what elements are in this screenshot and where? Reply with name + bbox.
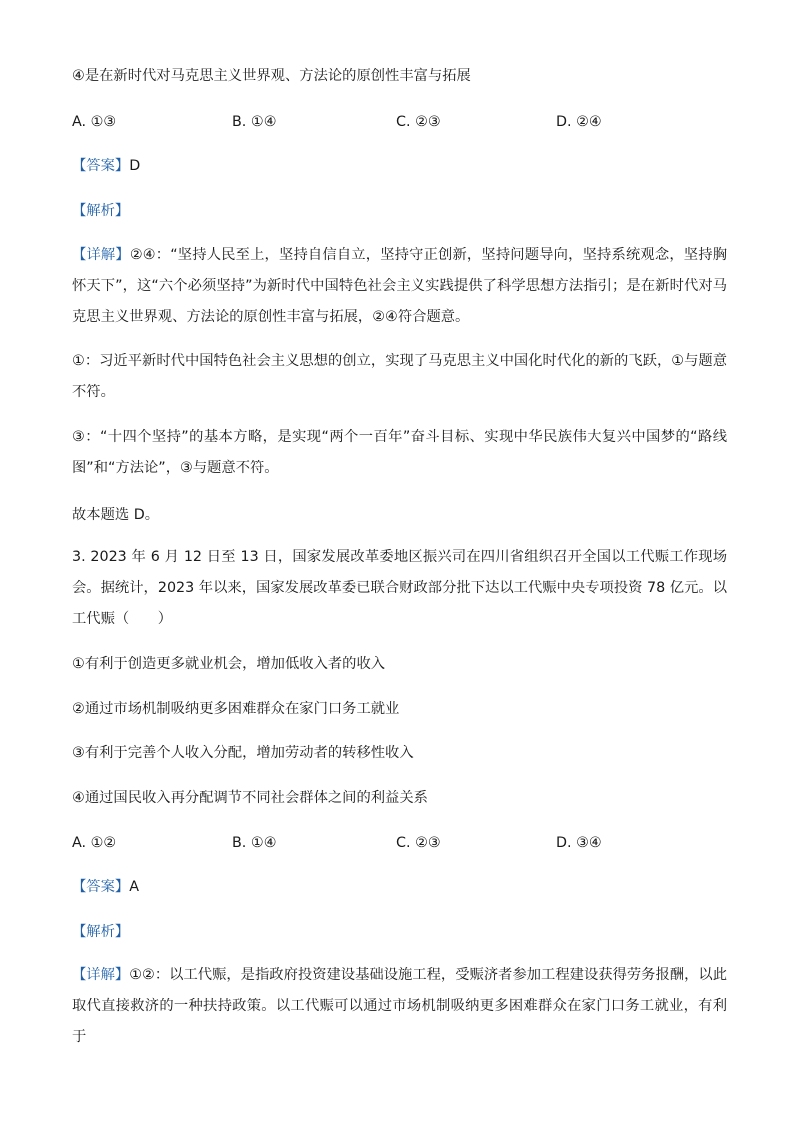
q3-option-b: B. ①④ [232,835,277,851]
detail-tag: 【详解】 [72,967,130,983]
q2-option-a: A. ①③ [72,114,117,130]
q3-item-3: ③有利于完善个人收入分配，增加劳动者的转移性收入 [72,745,414,761]
q2-conclusion: 故本题选 D。 [72,507,160,523]
q3-item-4: ④通过国民收入再分配调节不同社会群体之间的利益关系 [72,790,428,806]
q2-option-b: B. ①④ [232,114,277,130]
answer-value: A [129,879,139,895]
detail-tag: 【详解】 [72,247,130,263]
q2-answer [72,157,722,175]
q2-analysis-heading: 【解析】 [72,203,130,219]
detail-text: ②④：“坚持人民至上，坚持自信自立，坚持守正创新，坚持问题导向，坚持系统观念，坚持胸怀天下”，这“六个必须坚持”为新时代中国特色社会主义实践提供了科学思想方法指引；是在新时代对马克思主义世界观、方法论的原创性丰富与拓展，②④符合题意。 [72,247,727,325]
q3-item-1: ①有利于创造更多就业机会，增加低收入者的收入 [72,656,386,672]
detail-text: ①②：以工代赈，是指政府投资建设基础设施工程，受赈济者参加工程建设获得劳务报酬，以此取代直接救济的一种扶持政策。以工代赈可以通过市场机制吸纳更多困难群众在家门口务工就业，有利于 [72,967,727,1045]
answer-value: D [129,158,141,174]
q2-option-c: C. ②③ [396,114,441,130]
q3-option-a: A. ①② [72,835,117,851]
answer-tag: 【答案】 [72,879,130,895]
q3-option-d: D. ③④ [556,835,602,851]
q3-item-2: ②通过市场机制吸纳更多困难群众在家门口务工就业 [72,701,400,717]
q2-detail-3: ③：“十四个坚持”的基本方略，是实现“两个一百年”奋斗目标、实现中华民族伟大复兴中国梦的“路线图”和“方法论”，③与题意不符。 [72,429,727,476]
q2-item-4: ④是在新时代对马克思主义世界观、方法论的原创性丰富与拓展 [72,68,471,84]
q3-option-c: C. ②③ [396,835,441,851]
q2-option-d: D. ②④ [556,114,602,130]
answer-tag: 【答案】 [72,158,130,174]
q2-detail-2: ①：习近平新时代中国特色社会主义思想的创立，实现了马克思主义中国化时代化的新的飞跃，①与题意不符。 [72,353,727,400]
q3-analysis-heading: 【解析】 [72,924,130,940]
q3-stem: 3. 2023 年 6 月 12 日至 13 日，国家发展改革委地区振兴司在四川省组织召开全国以工代赈工作现场会。据统计，2023 年以来，国家发展改革委已联合财政部分批下达以工代赈中央专项投资 78 亿元。以工代赈（ ） [72,549,727,627]
q3-answer [72,878,722,896]
q2-detail-1 [72,240,727,333]
q3-detail-1 [72,960,727,1053]
